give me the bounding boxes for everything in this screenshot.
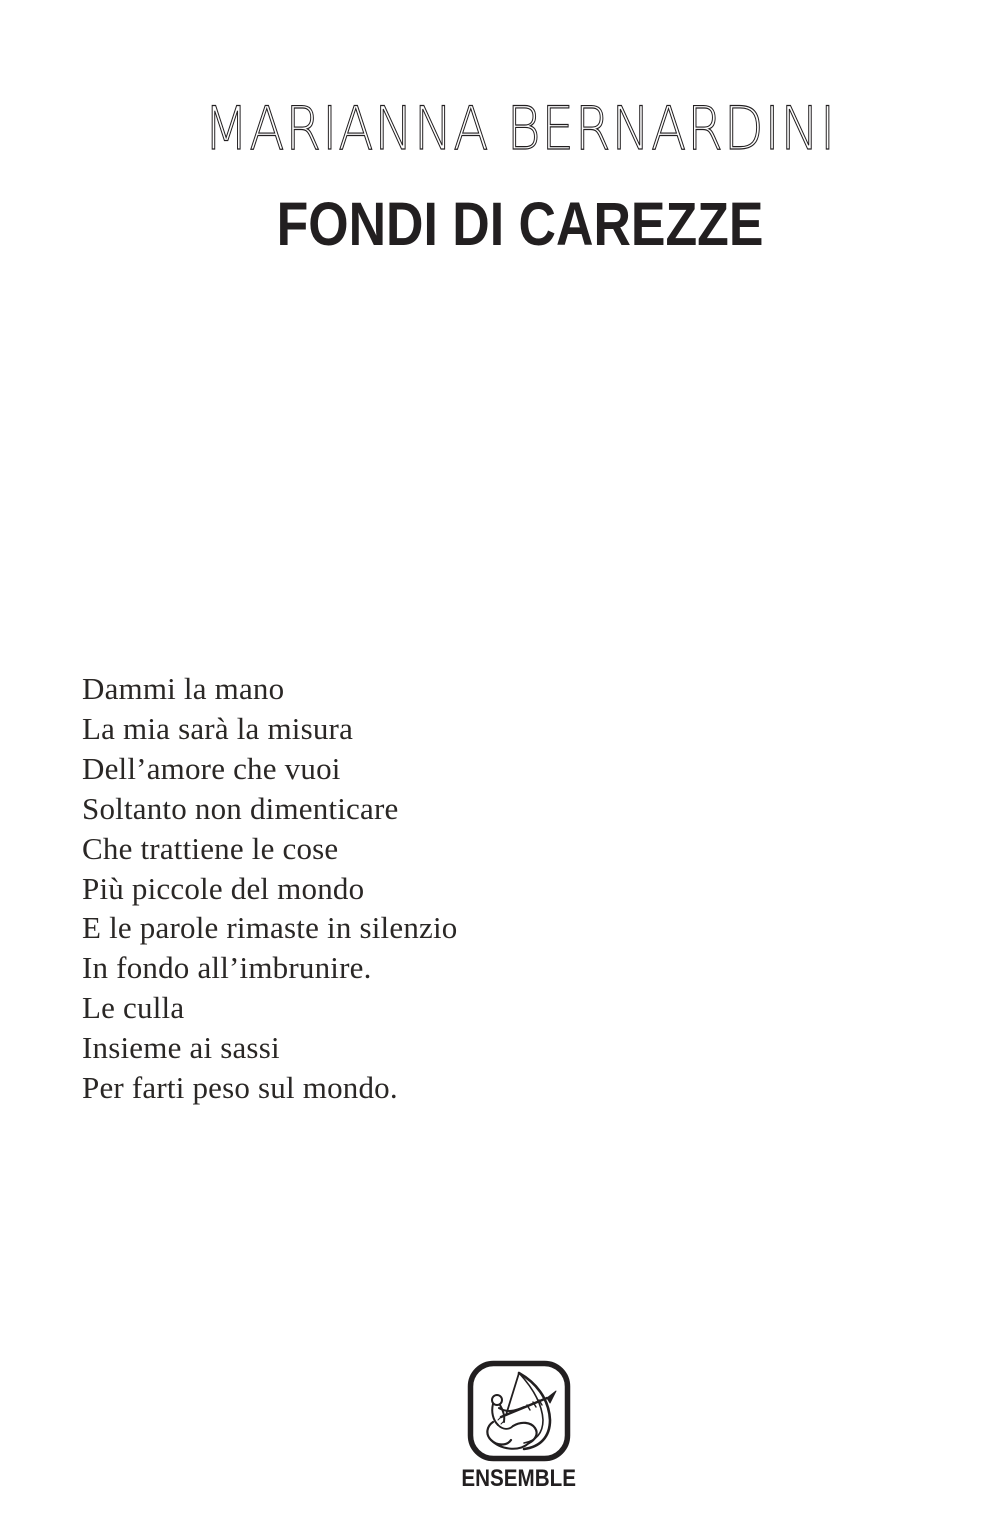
- book-title: FONDI DI CAREZZE: [276, 190, 764, 258]
- poem-line: Più piccole del mondo: [82, 870, 365, 906]
- poem-line: Insieme ai sassi: [82, 1030, 280, 1066]
- poem-line: Soltanto non dimenticare: [82, 790, 399, 826]
- publisher-name: ENSEMBLE: [461, 1465, 577, 1492]
- poem: [82, 669, 458, 1108]
- poem-line: Dammi la mano: [82, 671, 285, 706]
- poem-line: E le parole rimaste in silenzio: [82, 910, 458, 946]
- poem-line: Dell’amore che vuoi: [82, 750, 341, 786]
- poem-line: Per farti peso sul mondo.: [82, 1070, 398, 1106]
- poem-line: Che trattiene le cose: [82, 830, 339, 866]
- poem-line: La mia sarà la misura: [82, 710, 354, 746]
- poem-line: In fondo all’imbrunire.: [82, 950, 372, 986]
- author-name: MARIANNA BERNARDINI: [203, 94, 837, 164]
- archer-with-pen-icon: [467, 1360, 571, 1462]
- poem-line: Le culla: [82, 990, 185, 1026]
- publisher-logo-block: [19, 1360, 1000, 1491]
